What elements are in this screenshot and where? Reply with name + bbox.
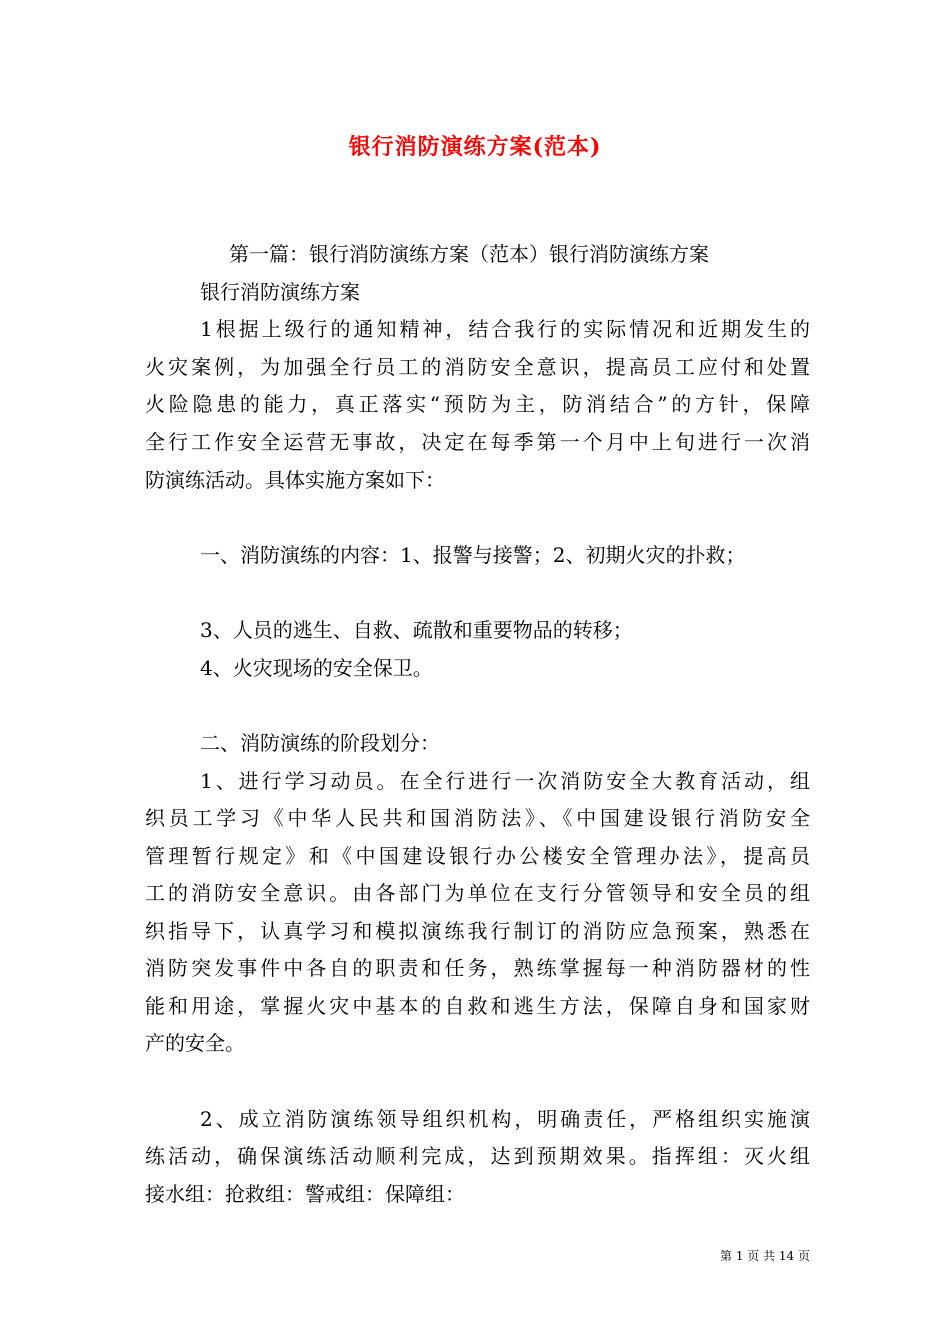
text-line: 防演练活动。具体实施方案如下： bbox=[145, 468, 445, 492]
text-line: 接水组：抢救组：警戒组：保障组： bbox=[145, 1182, 465, 1206]
text-line: 全行工作安全运营无事故，决定在每季第一个月中上旬进行一次消 bbox=[145, 430, 810, 454]
text-line: 练活动，确保演练活动顺利完成，达到预期效果。指挥组：灭火组 bbox=[145, 1144, 810, 1168]
page-number: 第 1 页 共 14 页 bbox=[720, 1249, 810, 1263]
text-line: 管理暂行规定》和《中国建设银行办公楼安全管理办法》，提高员 bbox=[145, 844, 810, 868]
text-line: 1根据上级行的通知精神，结合我行的实际情况和近期发生的 bbox=[200, 317, 810, 341]
text-line: 织指导下，认真学习和模拟演练我行制订的消防应急预案，熟悉在 bbox=[145, 919, 810, 943]
text-line: 能和用途，掌握火灾中基本的自救和逃生方法，保障自身和国家财 bbox=[145, 994, 810, 1018]
text-line: 产的安全。 bbox=[145, 1031, 245, 1055]
text-line: 1、进行学习动员。在全行进行一次消防安全大教育活动，组 bbox=[200, 769, 810, 793]
text-line: 消防突发事件中各自的职责和任务，熟练掌握每一种消防器材的性 bbox=[145, 956, 810, 980]
text-line: 织员工学习《中华人民共和国消防法》、《中国建设银行消防安全 bbox=[145, 806, 810, 830]
text-line: 二、消防演练的阶段划分： bbox=[200, 731, 440, 755]
text-line: 一、消防演练的内容：1、报警与接警；2、初期火灾的扑救； bbox=[200, 543, 746, 567]
text-line: 银行消防演练方案 bbox=[200, 280, 360, 304]
text-line: 工的消防安全意识。由各部门为单位在支行分管领导和安全员的组 bbox=[145, 881, 810, 905]
text-line: 火险隐患的能力，真正落实“预防为主，防消结合”的方针，保障 bbox=[145, 392, 810, 416]
text-line: 火灾案例，为加强全行员工的消防安全意识，提高员工应付和处置 bbox=[145, 355, 810, 379]
text-line: 第一篇：银行消防演练方案（范本）银行消防演练方案 bbox=[229, 242, 709, 266]
text-line: 4、火灾现场的安全保卫。 bbox=[200, 656, 433, 680]
document-title: 银行消防演练方案(范本) bbox=[348, 134, 602, 160]
text-line: 3、人员的逃生、自救、疏散和重要物品的转移； bbox=[200, 618, 633, 642]
text-line: 2、成立消防演练领导组织机构，明确责任，严格组织实施演 bbox=[200, 1107, 810, 1131]
